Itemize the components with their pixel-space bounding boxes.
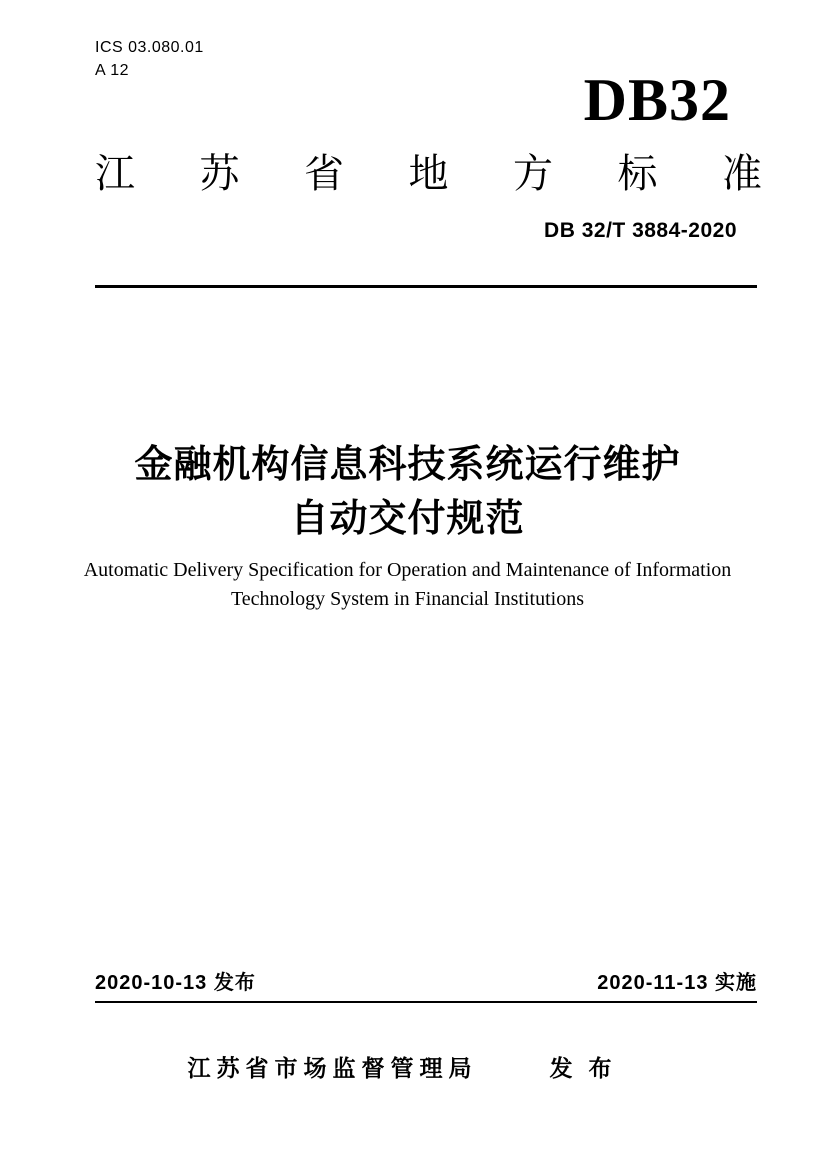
publisher-row: [0, 1050, 815, 1083]
document-title-english: [0, 556, 815, 614]
document-title-chinese: [0, 438, 815, 546]
header-divider-rule: [95, 285, 757, 288]
document-title-cn-line1: 金融机构信息科技系统运行维护: [134, 444, 681, 486]
publisher-name: 江苏省市场监督管理局: [187, 1055, 478, 1081]
implement-date: 2020-11-13 实施: [597, 972, 757, 994]
db32-logo: DB32: [583, 67, 731, 133]
classification-code: A 12: [95, 62, 130, 79]
release-date: 2020-10-13 发布: [95, 972, 256, 994]
ics-block: [95, 36, 204, 82]
document-title-en-line1: Automatic Delivery Specification for Operation and Maintenance of Information: [83, 559, 732, 581]
date-row: [95, 966, 757, 1003]
document-title-en-line2: Technology System in Financial Institutions: [230, 588, 585, 610]
standard-type-title: 江 苏 省 地 方 标 准: [95, 152, 762, 196]
standard-code: DB 32/T 3884-2020: [544, 219, 737, 242]
issue-label: 发布: [549, 1055, 628, 1081]
ics-code: ICS 03.080.01: [95, 39, 204, 56]
document-title-cn-line2: 自动交付规范: [290, 498, 525, 540]
